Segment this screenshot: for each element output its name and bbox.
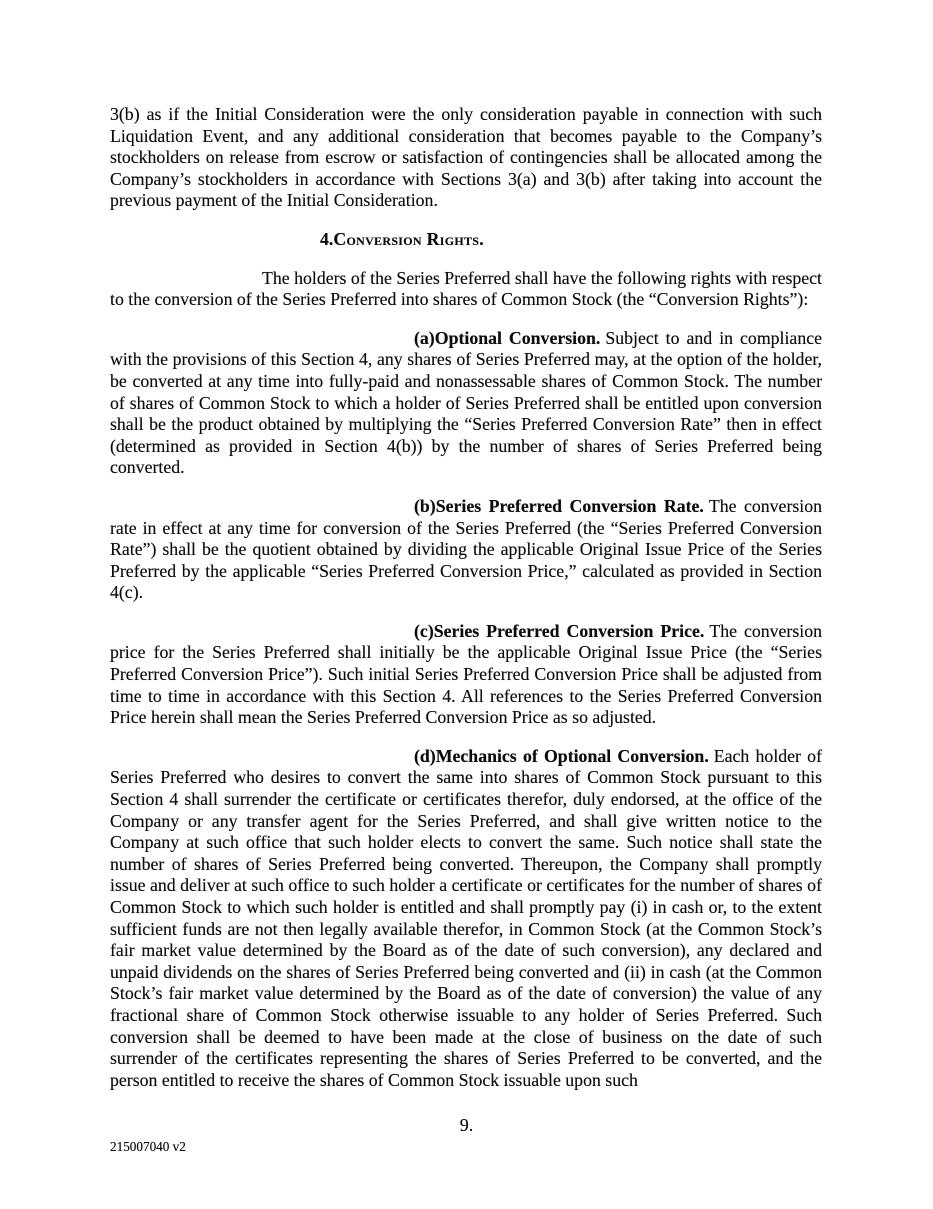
- section-number: 4.: [320, 228, 334, 249]
- section-heading: [110, 229, 822, 251]
- subsection-c-body: The conversion price for the Series Preferred shall initially be the applicable Original Issue Price (the “Series Preferred Conversion Price”). Such initial Series Preferred Conversion Price shall be adjusted from time to time in accordance with this Section 4. All references to the Series Preferred Conversion Price herein shall mean the Series Preferred Conversion Price as so adjusted.: [110, 620, 822, 728]
- paragraph-continuation: 3(b) as if the Initial Consideration were the only consideration payable in connection with such Liquidation Event, and any additional consideration that becomes payable to the Company’s stockholders on release from escrow or satisfaction of contingencies shall be allocated among the Company’s stockholders in accordance with Sections 3(a) and 3(b) after taking into account the previous payment of the Initial Consideration.: [110, 104, 822, 211]
- document-body: [110, 104, 822, 1108]
- subsection-a-label: (a): [414, 327, 435, 348]
- subsection-b-title: Series Preferred Conversion Rate.: [435, 495, 704, 516]
- subsection-d-title: Mechanics of Optional Conversion.: [435, 745, 709, 766]
- subsection-c-label: (c): [414, 620, 434, 641]
- subsection-a-title: Optional Conversion.: [434, 327, 601, 348]
- subsection-d: [110, 746, 822, 1092]
- paragraph-conversion-intro: The holders of the Series Preferred shall have the following rights with respect to the conversion of the Series Preferred into shares of Common Stock (the “Conversion Rights”):: [110, 267, 822, 310]
- subsection-a: [110, 328, 822, 479]
- subsection-c: [110, 621, 822, 729]
- document-id-footer: 215007040 v2: [110, 1139, 186, 1154]
- section-title: Conversion Rights.: [333, 228, 485, 249]
- subsection-a-body: Subject to and in compliance with the provisions of this Section 4, any shares of Series Preferred may, at the option of the holder, be converted at any time into fully-paid and nonassessable shares of Common Stock. The number of shares of Common Stock to which a holder of Series Preferred shall be entitled upon conversion shall be the product obtained by multiplying the “Series Preferred Conversion Rate” then in effect (determined as provided in Section 4(b)) by the number of shares of Series Preferred being converted.: [110, 327, 822, 478]
- subsection-d-body: Each holder of Series Preferred who desires to convert the same into shares of Common Stock pursuant to this Section 4 shall surrender the certificate or certificates therefor, duly endorsed, at the office of the Company or any transfer agent for the Series Preferred, and shall give written notice to the Company at such office that such holder elects to convert the same. Such notice shall state the number of shares of Series Preferred being converted. Thereupon, the Company shall promptly issue and deliver at such office to such holder a certificate or certificates for the number of shares of Common Stock to which such holder is entitled and shall promptly pay (i) in cash or, to the extent sufficient funds are not then legally available therefor, in Common Stock (at the Common Stock’s fair market value determined by the Board as of the date of such conversion), any declared and unpaid dividends on the shares of Series Preferred being converted and (ii) in cash (at the Common Stock’s fair market value determined by the Board as of the date of conversion) the value of any fractional share of Common Stock otherwise issuable to any holder of Series Preferred. Such conversion shall be deemed to have been made at the close of business on the date of such surrender of the certificates representing the shares of Series Preferred to be converted, and the person entitled to receive the shares of Common Stock issuable upon such: [110, 745, 822, 1090]
- subsection-d-label: (d): [414, 745, 436, 766]
- subsection-b: [110, 496, 822, 604]
- subsection-c-title: Series Preferred Conversion Price.: [433, 620, 705, 641]
- subsection-b-body: The conversion rate in effect at any time for conversion of the Series Preferred (the “Series Preferred Conversion Rate”) shall be the quotient obtained by dividing the applicable Original Issue Price of the Series Preferred by the applicable “Series Preferred Conversion Price,” calculated as provided in Section 4(c).: [110, 495, 823, 603]
- page-number: 9.: [459, 1115, 474, 1135]
- subsection-b-label: (b): [414, 495, 436, 516]
